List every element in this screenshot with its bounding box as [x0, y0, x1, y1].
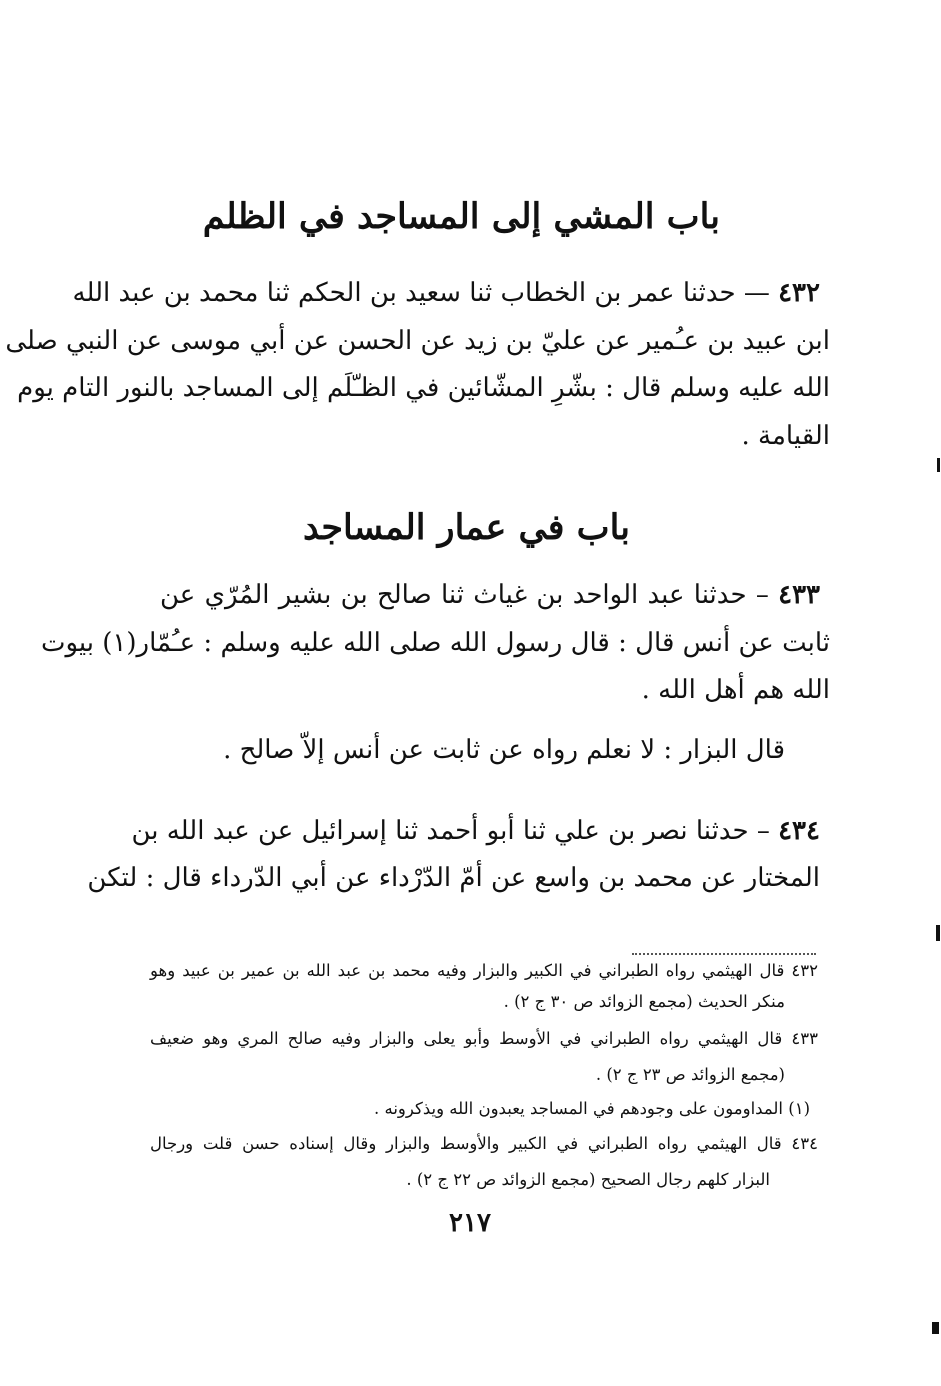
chapter-title-walking-to-mosques: باب المشي إلى المساجد في الظلم [202, 196, 720, 237]
hadith-433-comment: قال البزار : لا نعلم رواه عن ثابت عن أنس إلاّ صالح . [223, 735, 785, 765]
hadith-dash: – [755, 580, 769, 610]
footnote-434-line-2: البزار كلهم رجال الصحيح (مجمع الزوائد ص ٢٢ ج ٢) . [406, 1170, 770, 1189]
footnote-1: (١) المداومون على وجودهم في المساجد يعبدون الله ويذكرونه . [373, 1099, 810, 1118]
footnote-433-line-1: ٤٣٣ قال الهيثمي رواه الطبراني في الأوسط وأبو يعلى والبزار وفيه صالح المري وهو ضعيف [150, 1029, 818, 1048]
footnote-432-line-2: منكر الحديث (مجمع الزوائد ص ٣٠ ج ٢) . [503, 992, 785, 1011]
hadith-432-line-3: الله عليه وسلم قال : بشّرِ المشّائين في الظـّلَم إلى المساجد بالنور التام يوم [17, 373, 830, 403]
hadith-432-line-1 [72, 278, 820, 308]
hadith-dash: — [743, 278, 770, 308]
hadith-number: ٤٣٤ [778, 816, 820, 846]
hadith-433-line-3: الله هم أهل الله . [641, 675, 830, 705]
scan-edge-mark [932, 1322, 939, 1334]
chapter-title-building-mosques: باب في عمار المساجد [302, 507, 630, 548]
hadith-text: حدثنا نصر بن علي ثنا أبو أحمد ثنا إسرائيل عن عبد الله بن [131, 816, 749, 846]
scan-edge-mark [937, 458, 940, 472]
footnote-432-line-1: ٤٣٢ قال الهيثمي رواه الطبراني في الكبير والبزار وفيه محمد بن عبد الله بن عمير بن عبيد وهو [150, 961, 818, 980]
hadith-433-line-1 [160, 580, 820, 610]
hadith-dash: – [756, 816, 770, 846]
hadith-text: حدثنا عبد الواحد بن غياث ثنا صالح بن بشير المُرّي عن [160, 580, 747, 610]
hadith-number: ٤٣٣ [778, 580, 821, 610]
hadith-433-line-2: ثابت عن أنس قال : قال رسول الله صلى الله عليه وسلم : عـُمّار(١) بيوت [41, 628, 830, 658]
footnote-433-line-2: (مجمع الزوائد ص ٢٣ ج ٢) . [595, 1065, 785, 1084]
hadith-number: ٤٣٢ [778, 278, 820, 308]
hadith-432-line-4: القيامة . [741, 421, 830, 451]
hadith-432-line-2: ابن عبيد بن عـُمير عن عليّ بن زيد عن الحسن عن أبي موسى عن النبي صلى [5, 326, 830, 356]
scan-edge-mark [936, 925, 940, 941]
footnote-separator [632, 953, 816, 955]
hadith-434-line-2: المختار عن محمد بن واسع عن أمّ الدّرْداء عن أبي الدّرداء قال : لتكن [87, 863, 820, 893]
footnote-434-line-1: ٤٣٤ قال الهيثمي رواه الطبراني في الكبير والأوسط والبزار وقال إسناده حسن قلت ورجال [150, 1134, 818, 1153]
hadith-434-line-1 [131, 816, 820, 846]
page-number: ٢١٧ [449, 1208, 491, 1238]
hadith-text: حدثنا عمر بن الخطاب ثنا سعيد بن الحكم ثنا محمد بن عبد الله [72, 278, 736, 308]
